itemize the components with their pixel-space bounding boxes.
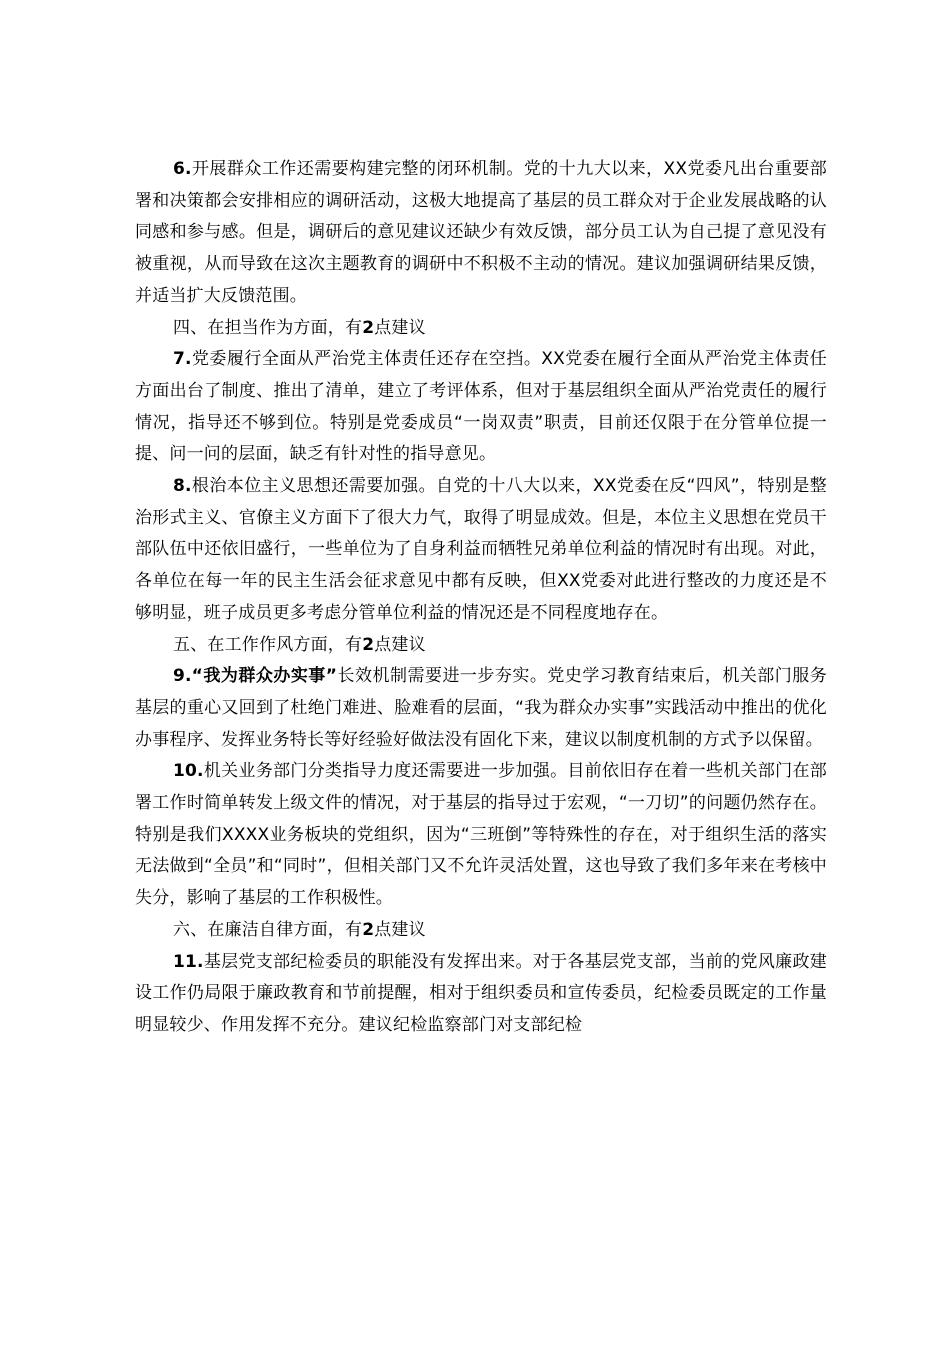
paragraph-9-text: 长效机制需要进一步夯实。党史学习教育结束后，机关部门服务基层的重心又回到了杜绝门难进、脸难看的层面，“我为群众办实事”实践活动中推出的优化办事程序、发挥业务特长等好经验好做法没有固化下来，建议以制度机制的方式予以保留。 <box>135 666 827 750</box>
paragraph-10 <box>135 756 827 915</box>
paragraph-11-text: 基层党支部纪检委员的职能没有发挥出来。对于各基层党支部，当前的党风廉政建设工作仍局限于廉政教育和节前提醒，相对于组织委员和宣传委员，纪检委员既定的工作量明显较少、作用发挥不充分。建议纪检监察部门对支部纪检 <box>135 951 827 1035</box>
paragraph-6 <box>135 154 827 313</box>
paragraph-10-text: 机关业务部门分类指导力度还需要进一步加强。目前依旧存在着一些机关部门在部署工作时简单转发上级文件的情况，对于基层的指导过于宏观，“一刀切”的问题仍然存在。特别是我们XXXX业务板块的党组织，因为“三班倒”等特殊性的存在，对于组织生活的落实无法做到“全员”和“同时”，但相关部门又不允许灵活处置，这也导致了我们多年来在考核中失分，影响了基层的工作积极性。 <box>135 761 827 909</box>
paragraph-11 <box>135 947 827 1042</box>
section-heading-4-count: 2 <box>362 317 375 338</box>
paragraph-8-text: 根治本位主义思想还需要加强。自党的十八大以来，XX党委在反“四风”，特别是整治形式主义、官僚主义方面下了很大力气，取得了明显成效。但是，本位主义思想在党员干部队伍中还依旧盛行，一些单位为了自身利益而牺牲兄弟单位利益的情况时有出现。对此，各单位在每一年的民主生活会征求意见中都有反映，但XX党委对此进行整改的力度还是不够明显，班子成员更多考虑分管单位利益的情况还是不同程度地存在。 <box>135 476 827 623</box>
section-heading-6-suffix: 点建议 <box>374 919 426 940</box>
section-heading-4 <box>135 313 827 345</box>
section-heading-6-count: 2 <box>362 919 375 940</box>
paragraph-11-number: 11. <box>173 951 204 972</box>
paragraph-8-number: 8. <box>173 476 192 497</box>
paragraph-8 <box>135 471 827 630</box>
section-heading-5-suffix: 点建议 <box>374 634 426 655</box>
paragraph-9-number: 9.“我为群众办实事” <box>173 666 338 687</box>
document-body <box>135 154 827 1042</box>
section-heading-5-count: 2 <box>362 634 375 655</box>
section-heading-5-text: 五、在工作作风方面，有 <box>173 634 363 655</box>
section-heading-6 <box>135 915 827 947</box>
paragraph-9 <box>135 661 827 756</box>
section-heading-4-text: 四、在担当作为方面，有 <box>173 317 363 338</box>
paragraph-7 <box>135 344 827 471</box>
paragraph-6-number: 6. <box>173 159 192 179</box>
section-heading-4-suffix: 点建议 <box>374 317 426 338</box>
paragraph-7-number: 7. <box>173 349 192 370</box>
section-heading-6-text: 六、在廉洁自律方面，有 <box>173 919 363 940</box>
section-heading-5 <box>135 630 827 662</box>
paragraph-7-text: 党委履行全面从严治党主体责任还存在空挡。XX党委在履行全面从严治党主体责任方面出台了制度、推出了清单，建立了考评体系，但对于基层组织全面从严治党责任的履行情况，指导还不够到位。特别是党委成员“一岗双责”职责，目前还仅限于在分管单位提一提、问一问的层面，缺乏有针对性的指导意见。 <box>135 349 827 465</box>
paragraph-6-text: 开展群众工作还需要构建完整的闭环机制。党的十九大以来，XX党委凡出台重要部署和决策都会安排相应的调研活动，这极大地提高了基层的员工群众对于企业发展战略的认同感和参与感。但是，调研后的意见建议还缺少有效反馈，部分员工认为自己提了意见没有被重视，从而导致在这次主题教育的调研中不积极不主动的情况。建议加强调研结果反馈，并适当扩大反馈范围。 <box>135 159 827 306</box>
paragraph-10-number: 10. <box>173 761 204 782</box>
